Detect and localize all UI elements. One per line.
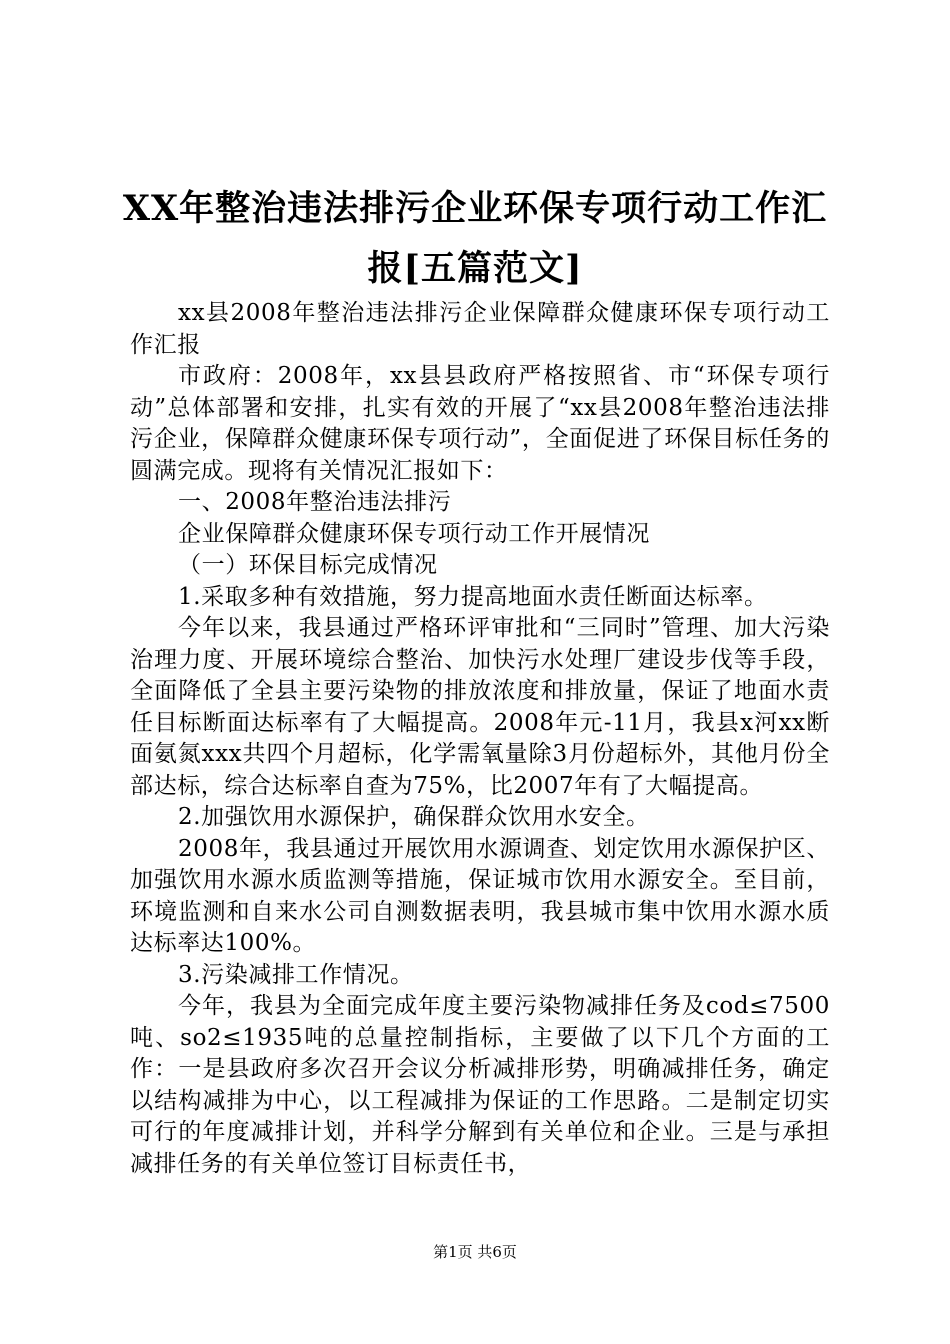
section-heading-1: 一、2008年整治违法排污 (178, 489, 452, 515)
document-title-line-1: XX年整治违法排污企业环保专项行动工作汇 (122, 188, 828, 229)
item-heading-3: 3.污染减排工作情况。 (178, 961, 414, 988)
paragraph-item-1: 今年以来，我县通过严格环评审批和“三同时”管理、加大污染治理力度、开展环境综合整治、加快污水处理厂建设步伐等手段，全面降低了全县主要污染物的排放浓度和排放量，保证了地面水责任目标断面达标率有了大幅提高。2008年元-11月，我县x河xx断面氨氮xxx共四个月超标，化学需氧量除3月份超标外，其他月份全部达标，综合达标率自查为75%，比2007年有了大幅提高。 (130, 615, 830, 799)
paragraph-item-3: 今年，我县为全面完成年度主要污染物减排任务及cod≤7500吨、so2≤1935吨的总量控制指标，主要做了以下几个方面的工作：一是县政府多次召开会议分析减排形势，明确减排任务，确定以结构减排为中心，以工程减排为保证的工作思路。二是制定切实可行的年度减排计划，并科学分解到有关单位和企业。三是与承担减排任务的有关单位签订目标责任书， (130, 993, 830, 1177)
paragraph-report-heading: xx县2008年整治违法排污企业保障群众健康环保专项行动工作汇报 (130, 300, 830, 358)
item-heading-1: 1.采取多种有效措施，努力提高地面水责任断面达标率。 (178, 583, 768, 610)
subsection-heading-1: （一）环保目标完成情况 (178, 552, 438, 578)
paragraph-item-2: 2008年，我县通过开展饮用水源调查、划定饮用水源保护区、加强饮用水源水质监测等措施，保证城市饮用水源安全。至目前，环境监测和自来水公司自测数据表明，我县城市集中饮用水源水质达标率达100%。 (130, 835, 830, 956)
section-heading-1-cont: 企业保障群众健康环保专项行动工作开展情况 (178, 520, 650, 547)
paragraph-intro: 市政府：2008年，xx县县政府严格按照省、市“环保专项行动”总体部署和安排，扎实有效的开展了“xx县2008年整治违法排污企业，保障群众健康环保专项行动”，全面促进了环保目标任务的圆满完成。现将有关情况汇报如下： (130, 363, 830, 484)
document-title-line-2: 报[五篇范文] (367, 248, 583, 289)
item-heading-2: 2.加强饮用水源保护，确保群众饮用水安全。 (178, 804, 650, 830)
document-body (130, 298, 830, 1180)
page-number-footer: 第1页 共6页 (433, 1243, 517, 1261)
